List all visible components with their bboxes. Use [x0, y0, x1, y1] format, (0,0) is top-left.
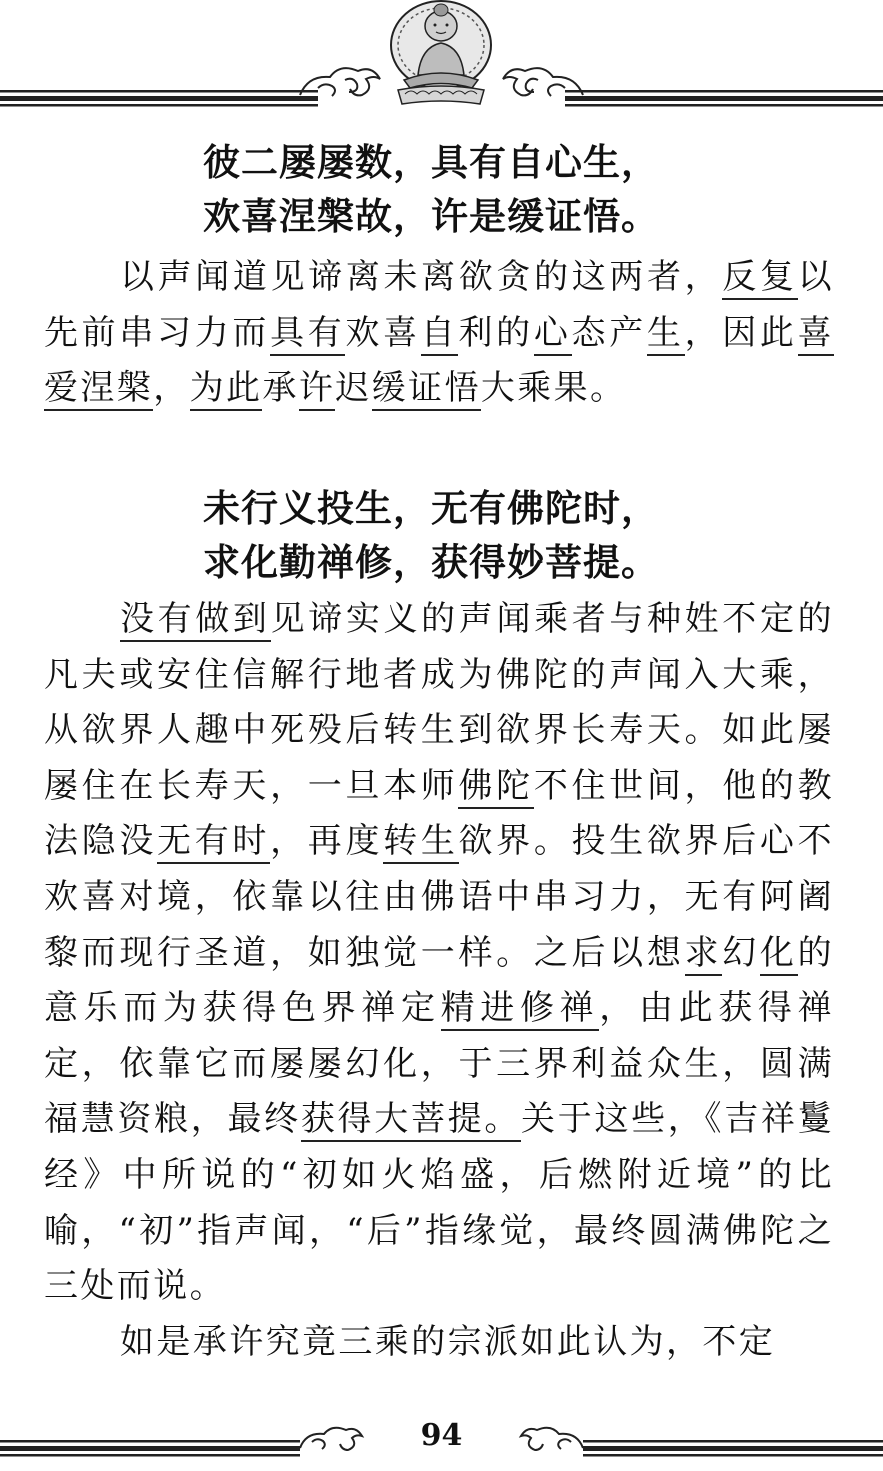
underlined-term: 心	[534, 313, 572, 356]
text-run: 态产	[571, 312, 647, 353]
commentary-2-paragraph	[44, 592, 834, 1315]
text-run: ，	[153, 368, 190, 409]
underlined-term: 缓证悟	[372, 368, 481, 411]
text-run: ，再度	[270, 821, 384, 862]
text-run: 欲界。投生欲界后心不欢喜对境，依靠以往由佛语中串习力，无有阿阇黎而现行圣道，如独觉一样。之后以想	[44, 821, 835, 973]
underlined-term: 生	[647, 313, 685, 356]
text-run: 幻	[722, 932, 760, 973]
verse-2-line-1: 未行义投生，无有佛陀时，	[203, 487, 659, 530]
commentary-2	[44, 592, 834, 1370]
text-run: 利的	[458, 312, 534, 353]
underlined-term: 为此	[190, 368, 263, 411]
underlined-term: 化	[760, 933, 798, 976]
text-run: 迟	[335, 368, 372, 409]
header-rule-right	[565, 90, 883, 107]
text-run: 欢喜	[345, 312, 421, 353]
underlined-term: 无有时	[157, 821, 270, 864]
underlined-term: 反复	[722, 257, 797, 300]
commentary-1	[44, 250, 834, 417]
underlined-term: 获得大菩提。	[301, 1099, 521, 1142]
text-run: 以声闻道见谛离未离欲贪的这两者，	[120, 257, 723, 297]
underlined-term: 转生	[383, 821, 458, 864]
text-run: 不住世间，他的教法隐没	[44, 765, 834, 862]
underlined-term: 佛陀	[458, 766, 533, 809]
text-run: 大乘果。	[480, 368, 627, 409]
header-rule-left	[0, 90, 318, 107]
commentary-1-paragraph	[44, 250, 834, 417]
underlined-term: 许	[299, 368, 335, 411]
underlined-term: 没有做到	[120, 599, 271, 642]
text-run: 承	[262, 368, 299, 409]
underlined-term: 具有	[270, 313, 345, 356]
root-verse-2	[203, 482, 803, 590]
text-run: ，由此获得禅定，依靠它而屡屡幻化，于三界利益众生，圆满福慧资粮，最终	[44, 988, 834, 1140]
buddha-image-icon	[391, 1, 491, 104]
text-run: 关于这些，《吉祥鬘经》中所说的“初如火焰盛，后燃附近境”的比喻，“初”指声闻，“后”指缘觉，最终圆满佛陀之三处而说。	[44, 1099, 834, 1307]
page-number: 94	[420, 1418, 463, 1453]
text-run: 的意乐而为获得色界禅定	[44, 932, 834, 1029]
commentary-3-paragraph	[44, 1315, 834, 1371]
underlined-term: 求	[685, 933, 723, 976]
text-run: 以先前串习力而	[44, 257, 834, 353]
page-header-ornament	[0, 0, 883, 115]
underlined-term: 喜爱涅槃	[44, 313, 834, 412]
underlined-term: 自	[421, 313, 459, 356]
underlined-term: 精进修禅	[441, 988, 600, 1031]
verse-1-line-1: 彼二屡屡数，具有自心生，	[203, 141, 659, 184]
root-verse-1	[203, 136, 803, 244]
text-run: 见谛实义的声闻乘者与种姓不定的凡夫或安住信解行地者成为佛陀的声闻入大乘，从欲界人趣中死殁后转生到欲界长寿天。如此屡屡住在长寿天，一旦本师	[44, 599, 834, 806]
verse-2-line-2: 求化勤禅修，获得妙菩提。	[203, 541, 659, 584]
verse-1-line-2: 欢喜涅槃故，许是缓证悟。	[203, 195, 659, 238]
text-run: ，因此	[684, 312, 798, 353]
text-run: 如是承许究竟三乘的宗派如此认为，不定	[120, 1321, 776, 1362]
